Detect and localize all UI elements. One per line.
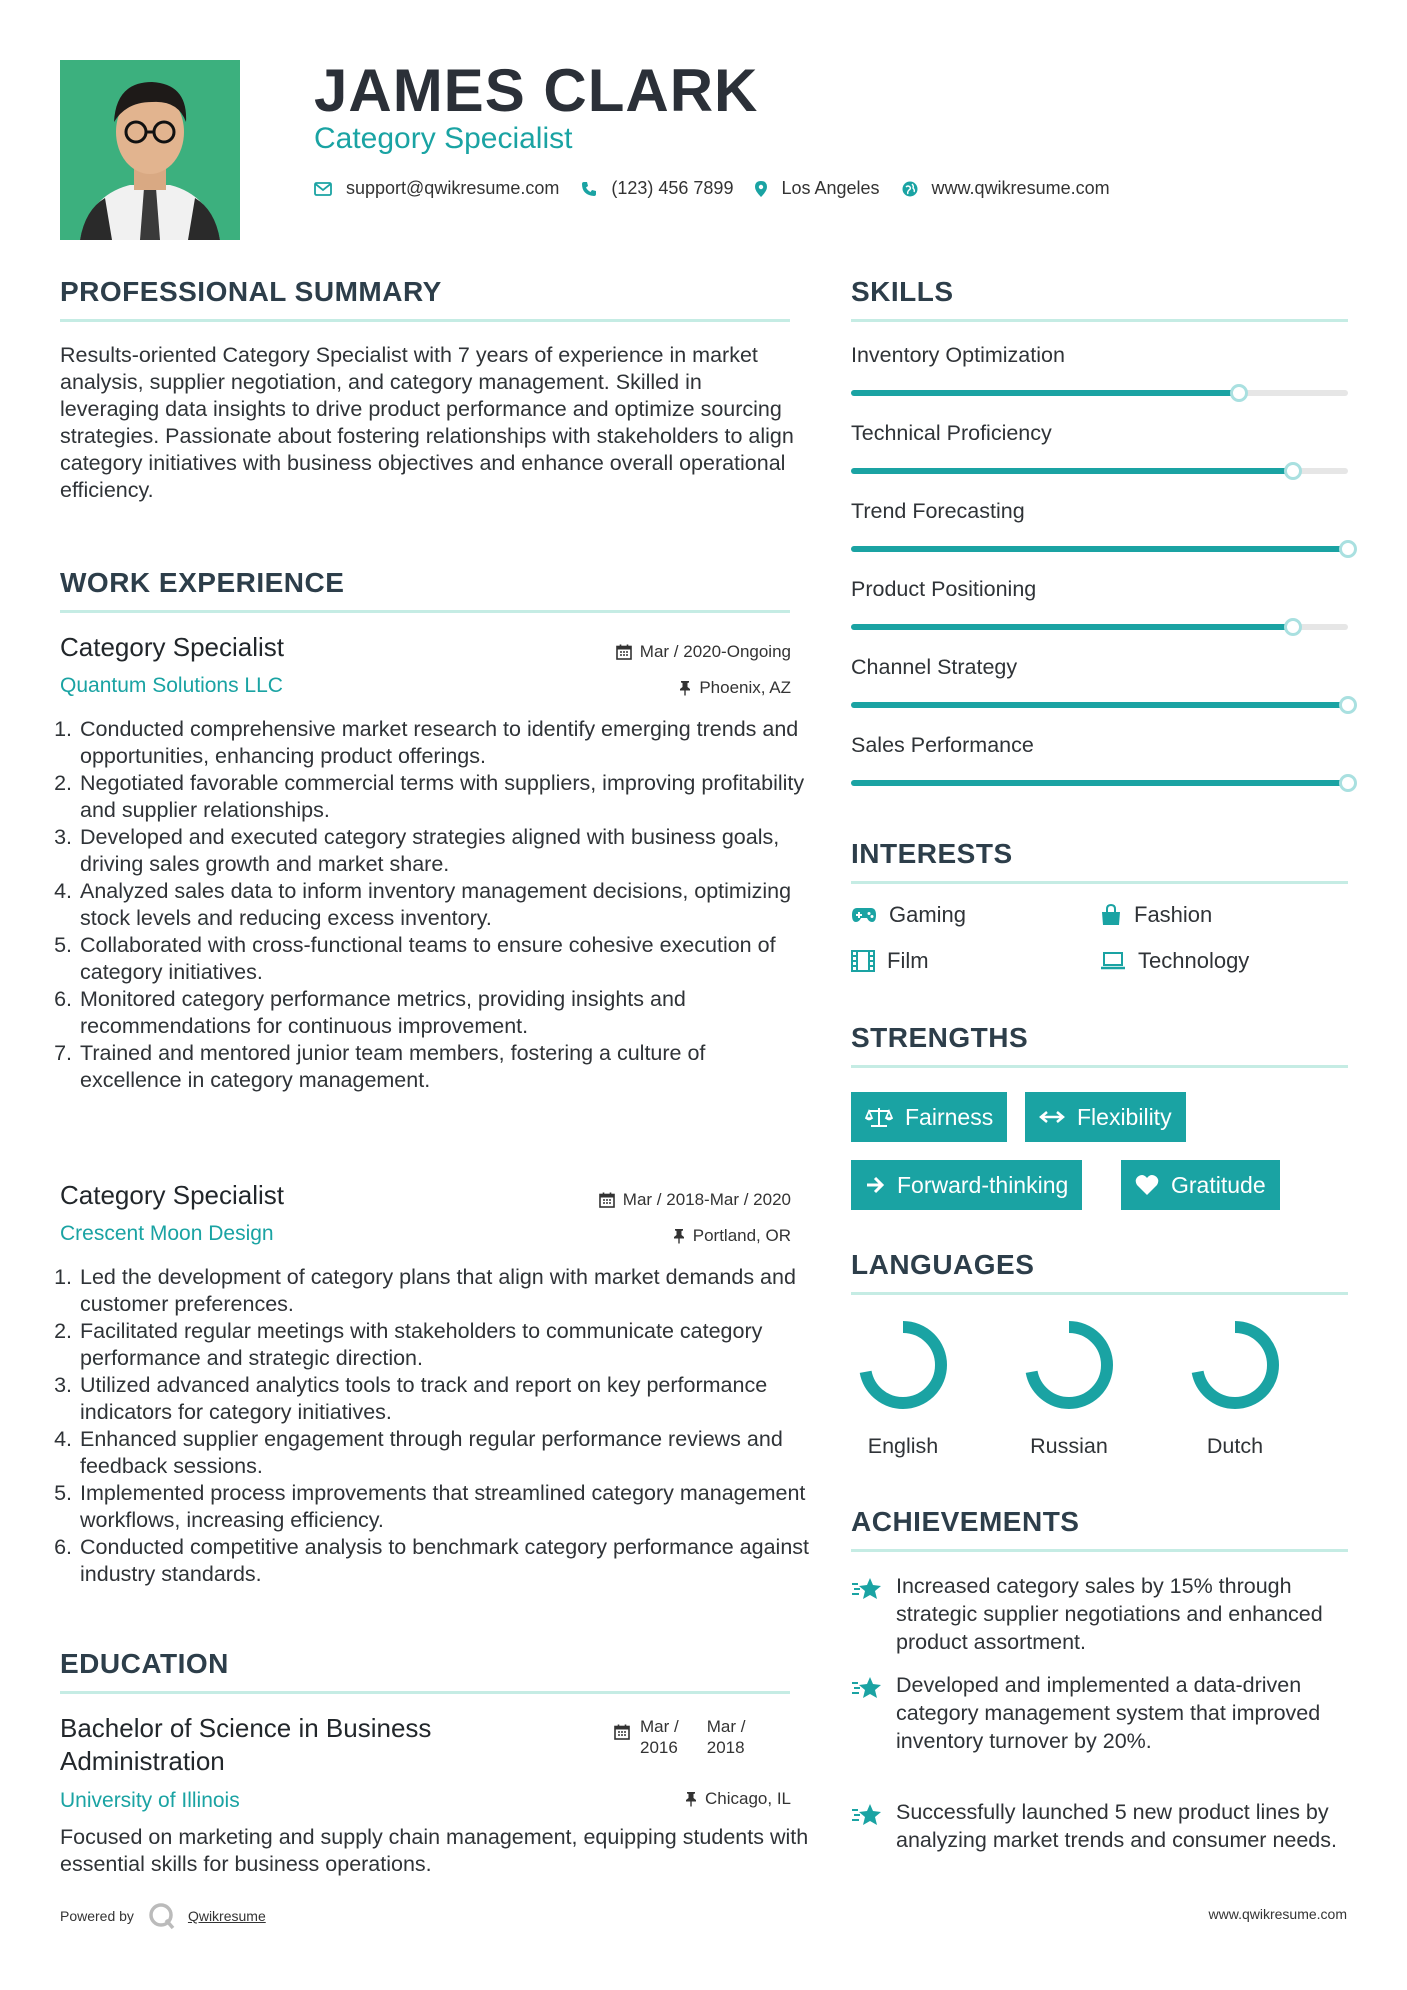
language-item <box>1009 1318 1129 1459</box>
film-icon <box>851 950 875 972</box>
achievement-text: Increased category sales by 15% through strategic supplier negotiations and enhanced product assortment. <box>896 1574 1323 1654</box>
job-location <box>673 1226 791 1246</box>
language-ring <box>1022 1318 1116 1412</box>
duty-item: 7. Trained and mentored junior team members, fostering a culture of excellence in category management. <box>78 1040 812 1094</box>
education-start <box>640 1716 679 1758</box>
languages-divider <box>851 1292 1348 1295</box>
school-name: University of Illinois <box>60 1789 240 1812</box>
skill-label: Channel Strategy <box>851 655 1018 679</box>
duty-item: 6. Monitored category performance metrics, providing insights and recommendations for continuous improvement. <box>78 986 812 1040</box>
calendar-icon <box>599 1192 615 1208</box>
job-location <box>679 678 791 698</box>
job-title: Category Specialist <box>60 1180 284 1210</box>
contact-phone[interactable] <box>581 178 733 199</box>
achievement-text: Successfully launched 5 new product lines by analyzing market trends and consumer needs. <box>896 1800 1337 1852</box>
language-item <box>1175 1318 1295 1459</box>
contact-location <box>755 178 879 199</box>
interest-label: Gaming <box>889 902 967 927</box>
balance-scale-icon <box>865 1106 893 1128</box>
strength-badge <box>851 1092 1007 1142</box>
strength-label: Gratitude <box>1171 1171 1266 1198</box>
job-dates-text: Mar / 2018-Mar / 2020 <box>622 1190 791 1209</box>
skill-bar-fill <box>851 468 1293 474</box>
skill-bar <box>851 780 1348 786</box>
gamepad-icon <box>851 906 877 924</box>
achievement-item <box>851 1572 1351 1656</box>
strength-label: Forward-thinking <box>897 1171 1069 1198</box>
languages-heading: LANGUAGES <box>851 1249 1035 1280</box>
duty-item: 1. Led the development of category plans that align with market demands and customer preferences. <box>78 1264 812 1318</box>
candidate-title: Category Specialist <box>314 122 573 155</box>
language-label: Russian <box>1030 1434 1108 1458</box>
interest-film <box>851 948 929 974</box>
skill-bar-fill <box>851 546 1348 552</box>
skills-divider <box>851 319 1348 322</box>
interest-technology <box>1100 948 1249 974</box>
strengths-heading: STRENGTHS <box>851 1022 1029 1053</box>
education-start-year: 2016 <box>640 1738 678 1757</box>
powered-by <box>60 1902 266 1930</box>
duty-item: 2. Negotiated favorable commercial terms with suppliers, improving profitability and supplier relationships. <box>78 770 812 824</box>
achievement-item <box>851 1671 1351 1755</box>
strength-label: Fairness <box>905 1103 994 1130</box>
strength-badge <box>851 1160 1082 1210</box>
skill-bar-knob <box>1339 696 1357 714</box>
powered-by-text: Powered by <box>60 1908 134 1924</box>
skill-bar-fill <box>851 624 1293 630</box>
star-award-icon <box>851 1572 896 1656</box>
location-text: Los Angeles <box>781 178 880 198</box>
skill-bar-knob <box>1284 462 1302 480</box>
skill-label: Technical Proficiency <box>851 421 1052 445</box>
phone-icon <box>581 181 597 197</box>
education-divider <box>60 1691 790 1694</box>
star-award-icon <box>851 1671 896 1755</box>
duty-item: 3. Developed and executed category strategies aligned with business goals, driving sales growth and market share. <box>78 824 812 878</box>
strengths-divider <box>851 1065 1348 1068</box>
contact-bar <box>314 178 1132 199</box>
duty-item: 6. Conducted competitive analysis to benchmark category performance against industry standards. <box>78 1534 812 1588</box>
skill-bar-knob <box>1339 774 1357 792</box>
skill-bar-knob <box>1284 618 1302 636</box>
interest-label: Fashion <box>1134 902 1213 927</box>
language-label: Dutch <box>1206 1434 1264 1458</box>
skill-bar-fill <box>851 780 1348 786</box>
language-ring <box>856 1318 950 1412</box>
skill-label: Inventory Optimization <box>851 343 1065 367</box>
degree-title: Bachelor of Science in Business Administration <box>60 1713 432 1776</box>
job-duties-list <box>52 716 812 1094</box>
arrows-horizontal-icon <box>1039 1110 1065 1124</box>
interest-label: Technology <box>1138 948 1250 973</box>
pushpin-icon <box>673 1228 685 1244</box>
qwikresume-logo-icon <box>148 1902 176 1930</box>
envelope-icon <box>314 182 332 196</box>
experience-heading: WORK EXPERIENCE <box>60 567 345 598</box>
education-dates <box>614 1716 773 1758</box>
duty-item: 1. Conducted comprehensive market research to identify emerging trends and opportunities, enhancing product offerings. <box>78 716 812 770</box>
summary-text: Results-oriented Category Specialist with 7 years of experience in market analysis, supplier negotiation, and category management. Skilled in leveraging data insights to drive product performance and optimize sourcing strategies. Passionate about fostering relationships with stakeholders to align category initiatives with business objectives and enhance overall operational efficiency. <box>60 343 794 502</box>
interests-divider <box>851 881 1348 884</box>
contact-email[interactable] <box>314 178 559 199</box>
arrow-right-icon <box>865 1176 885 1194</box>
duty-item: 4. Enhanced supplier engagement through regular performance reviews and feedback sessions. <box>78 1426 812 1480</box>
job-location-text: Portland, OR <box>692 1226 791 1245</box>
job-company: Quantum Solutions LLC <box>60 674 283 697</box>
job-location-text: Phoenix, AZ <box>699 678 791 697</box>
interest-gaming <box>851 902 966 928</box>
summary-heading: PROFESSIONAL SUMMARY <box>60 276 442 307</box>
footer-url[interactable]: www.qwikresume.com <box>1208 1906 1347 1922</box>
skills-heading: SKILLS <box>851 276 954 307</box>
globe-icon <box>902 181 918 197</box>
job-dates-text: Mar / 2020-Ongoing <box>639 642 791 661</box>
achievements-divider <box>851 1549 1348 1552</box>
laptop-icon <box>1100 952 1126 970</box>
skill-label: Product Positioning <box>851 577 1037 601</box>
map-pin-icon <box>755 181 767 197</box>
skill-bar-fill <box>851 390 1239 396</box>
interests-heading: INTERESTS <box>851 838 1013 869</box>
skill-bar <box>851 468 1348 474</box>
interest-fashion <box>1100 902 1212 928</box>
education-heading: EDUCATION <box>60 1648 229 1679</box>
skill-bar-fill <box>851 702 1348 708</box>
brand-link[interactable]: Qwikresume <box>187 1908 266 1924</box>
duty-item: 5. Implemented process improvements that streamlined category management workflows, increasing efficiency. <box>78 1480 812 1534</box>
education-end-month: Mar / <box>706 1717 746 1736</box>
candidate-name: JAMES CLARK <box>314 57 759 124</box>
interest-label: Film <box>887 948 929 973</box>
achievement-item <box>851 1798 1351 1854</box>
website-text: www.qwikresume.com <box>931 178 1110 198</box>
skill-bar <box>851 390 1348 396</box>
job-title: Category Specialist <box>60 632 284 662</box>
skill-bar <box>851 702 1348 708</box>
duty-item: 2. Facilitated regular meetings with stakeholders to communicate category performance and strategic direction. <box>78 1318 812 1372</box>
profile-photo <box>60 60 240 240</box>
star-award-icon <box>851 1798 896 1854</box>
pushpin-icon <box>679 680 691 696</box>
email-text: support@qwikresume.com <box>346 178 560 198</box>
education-end-year: 2018 <box>706 1738 745 1757</box>
education-description: Focused on marketing and supply chain management, equipping students with essential skills for business operations. <box>60 1825 809 1876</box>
language-item <box>843 1318 963 1459</box>
education-start-month: Mar / <box>640 1717 679 1736</box>
achievements-heading: ACHIEVEMENTS <box>851 1506 1080 1537</box>
strength-badge <box>1025 1092 1186 1142</box>
achievement-text: Developed and implemented a data-driven category management system that improved inventory turnover by 20%. <box>896 1673 1321 1753</box>
strength-badge <box>1121 1160 1280 1210</box>
shopping-bag-icon <box>1100 904 1122 926</box>
education-end <box>707 1716 746 1758</box>
heart-icon <box>1135 1174 1159 1196</box>
job-duties-list <box>52 1264 812 1588</box>
skill-label: Sales Performance <box>851 733 1034 757</box>
job-dates <box>616 642 791 662</box>
skill-label: Trend Forecasting <box>851 499 1025 523</box>
calendar-icon <box>614 1724 630 1745</box>
skill-bar-knob <box>1339 540 1357 558</box>
education-location <box>685 1789 791 1809</box>
duty-item: 4. Analyzed sales data to inform inventory management decisions, optimizing stock levels and reducing excess inventory. <box>78 878 812 932</box>
language-ring <box>1188 1318 1282 1412</box>
duty-item: 5. Collaborated with cross-functional teams to ensure cohesive execution of category initiatives. <box>78 932 812 986</box>
job-dates <box>599 1190 791 1210</box>
experience-divider <box>60 610 790 613</box>
strength-label: Flexibility <box>1077 1103 1172 1130</box>
language-label: English <box>867 1434 939 1458</box>
duty-item: 3. Utilized advanced analytics tools to track and report on key performance indicators for category initiatives. <box>78 1372 812 1426</box>
skill-bar <box>851 624 1348 630</box>
calendar-icon <box>616 644 632 660</box>
skill-bar <box>851 546 1348 552</box>
contact-website[interactable] <box>902 178 1110 199</box>
pushpin-icon <box>685 1791 697 1807</box>
summary-divider <box>60 319 790 322</box>
job-company: Crescent Moon Design <box>60 1222 274 1245</box>
skill-bar-knob <box>1230 384 1248 402</box>
education-location-text: Chicago, IL <box>705 1789 791 1808</box>
phone-text: (123) 456 7899 <box>611 178 734 198</box>
